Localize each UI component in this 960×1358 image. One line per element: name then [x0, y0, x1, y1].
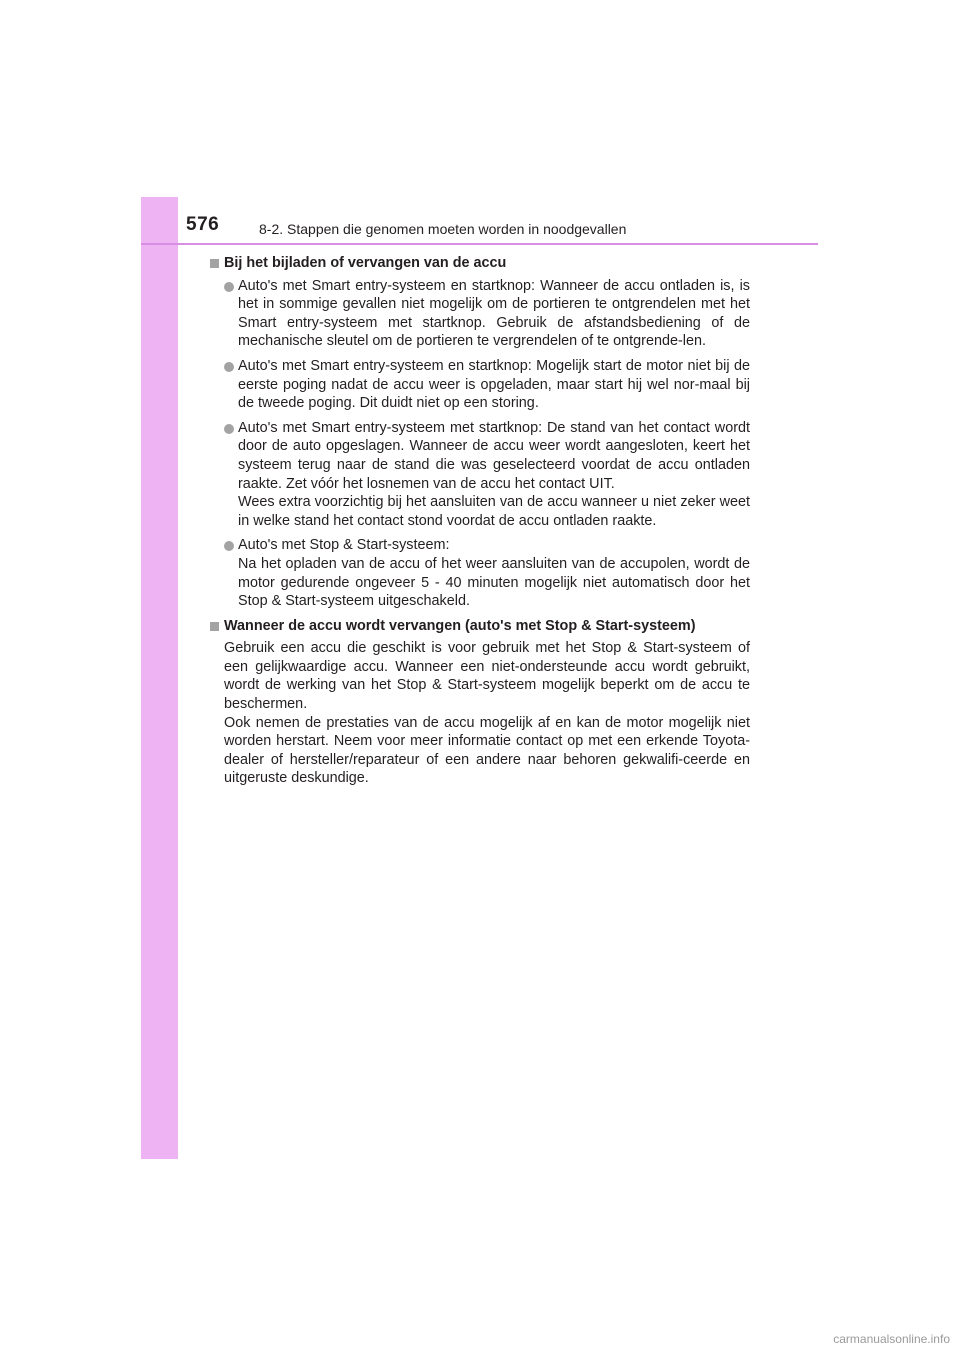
bullet-text: Auto's met Smart entry-systeem en startknop: Mogelijk start de motor niet bij de eerste poging nadat de accu weer is opgeladen, maar start hij wel nor-maal bij de tweede poging. Dit duidt niet op een storing.	[238, 357, 750, 412]
bullet-text: Auto's met Smart entry-systeem met startknop: De stand van het contact wordt door de auto opgeslagen. Wanneer de accu weer wordt aangesloten, keert het systeem terug naar de stand die was geselecteerd voordat de accu ontladen raakte. Zet vóór het losnemen van de accu het contact UIT. Wees extra voorzichtig bij het aansluiten van de accu wanneer u niet zeker weet in welke stand het contact stond voordat de accu ontladen raakte.	[238, 419, 750, 529]
page-number: 576	[186, 214, 220, 235]
heading-text: Bij het bijladen of vervangen van de accu	[224, 255, 507, 271]
bullet-item	[210, 357, 750, 413]
watermark: carmanualsonline.info	[833, 1332, 950, 1346]
bullet-item	[210, 419, 750, 531]
square-bullet-icon	[210, 622, 219, 631]
header-rule	[141, 243, 818, 245]
content	[210, 254, 750, 792]
section-replacement	[210, 617, 750, 788]
section-charging	[210, 254, 750, 611]
circle-bullet-icon	[224, 362, 234, 372]
square-bullet-icon	[210, 259, 219, 268]
side-bar	[141, 197, 178, 1159]
circle-bullet-icon	[224, 282, 234, 292]
bullet-item	[210, 536, 750, 610]
bullet-text: Auto's met Smart entry-systeem en startknop: Wanneer de accu ontladen is, is het in sommige gevallen niet mogelijk om de portieren te ontgrendelen met het Smart entry-systeem met startknop. Gebruik de afstandsbediening of de mechanische sleutel om de portieren te vergrendelen of te ontgrende-len.	[238, 277, 750, 350]
circle-bullet-icon	[224, 541, 234, 551]
section-title: 8-2. Stappen die genomen moeten worden in noodgevallen	[259, 221, 627, 237]
section-paragraph: Gebruik een accu die geschikt is voor gebruik met het Stop & Start-systeem of een gelijkwaardige accu. Wanneer een niet-ondersteunde accu wordt gebruikt, wordt de werking van het Stop & Start-systeem mogelijk beperkt om de accu te beschermen. Ook nemen de prestaties van de accu mogelijk af en kan de motor mogelijk niet worden herstart. Neem voor meer informatie contact op met een erkende Toyota-dealer of hersteller/reparateur of een andere naar behoren gekwalifi-ceerde en uitgeruste deskundige.	[224, 640, 750, 787]
section-heading	[210, 617, 750, 636]
section-heading	[210, 254, 750, 273]
bullet-text: Auto's met Stop & Start-systeem: Na het opladen van de accu of het weer aansluiten van de accupolen, wordt de motor gedurende ongeveer 5 - 40 minuten mogelijk niet automatisch door het Stop & Start-systeem uitgeschakeld.	[238, 537, 750, 610]
circle-bullet-icon	[224, 424, 234, 434]
heading-text: Wanneer de accu wordt vervangen (auto's met Stop & Start-systeem)	[224, 617, 696, 634]
bullet-item	[210, 277, 750, 351]
